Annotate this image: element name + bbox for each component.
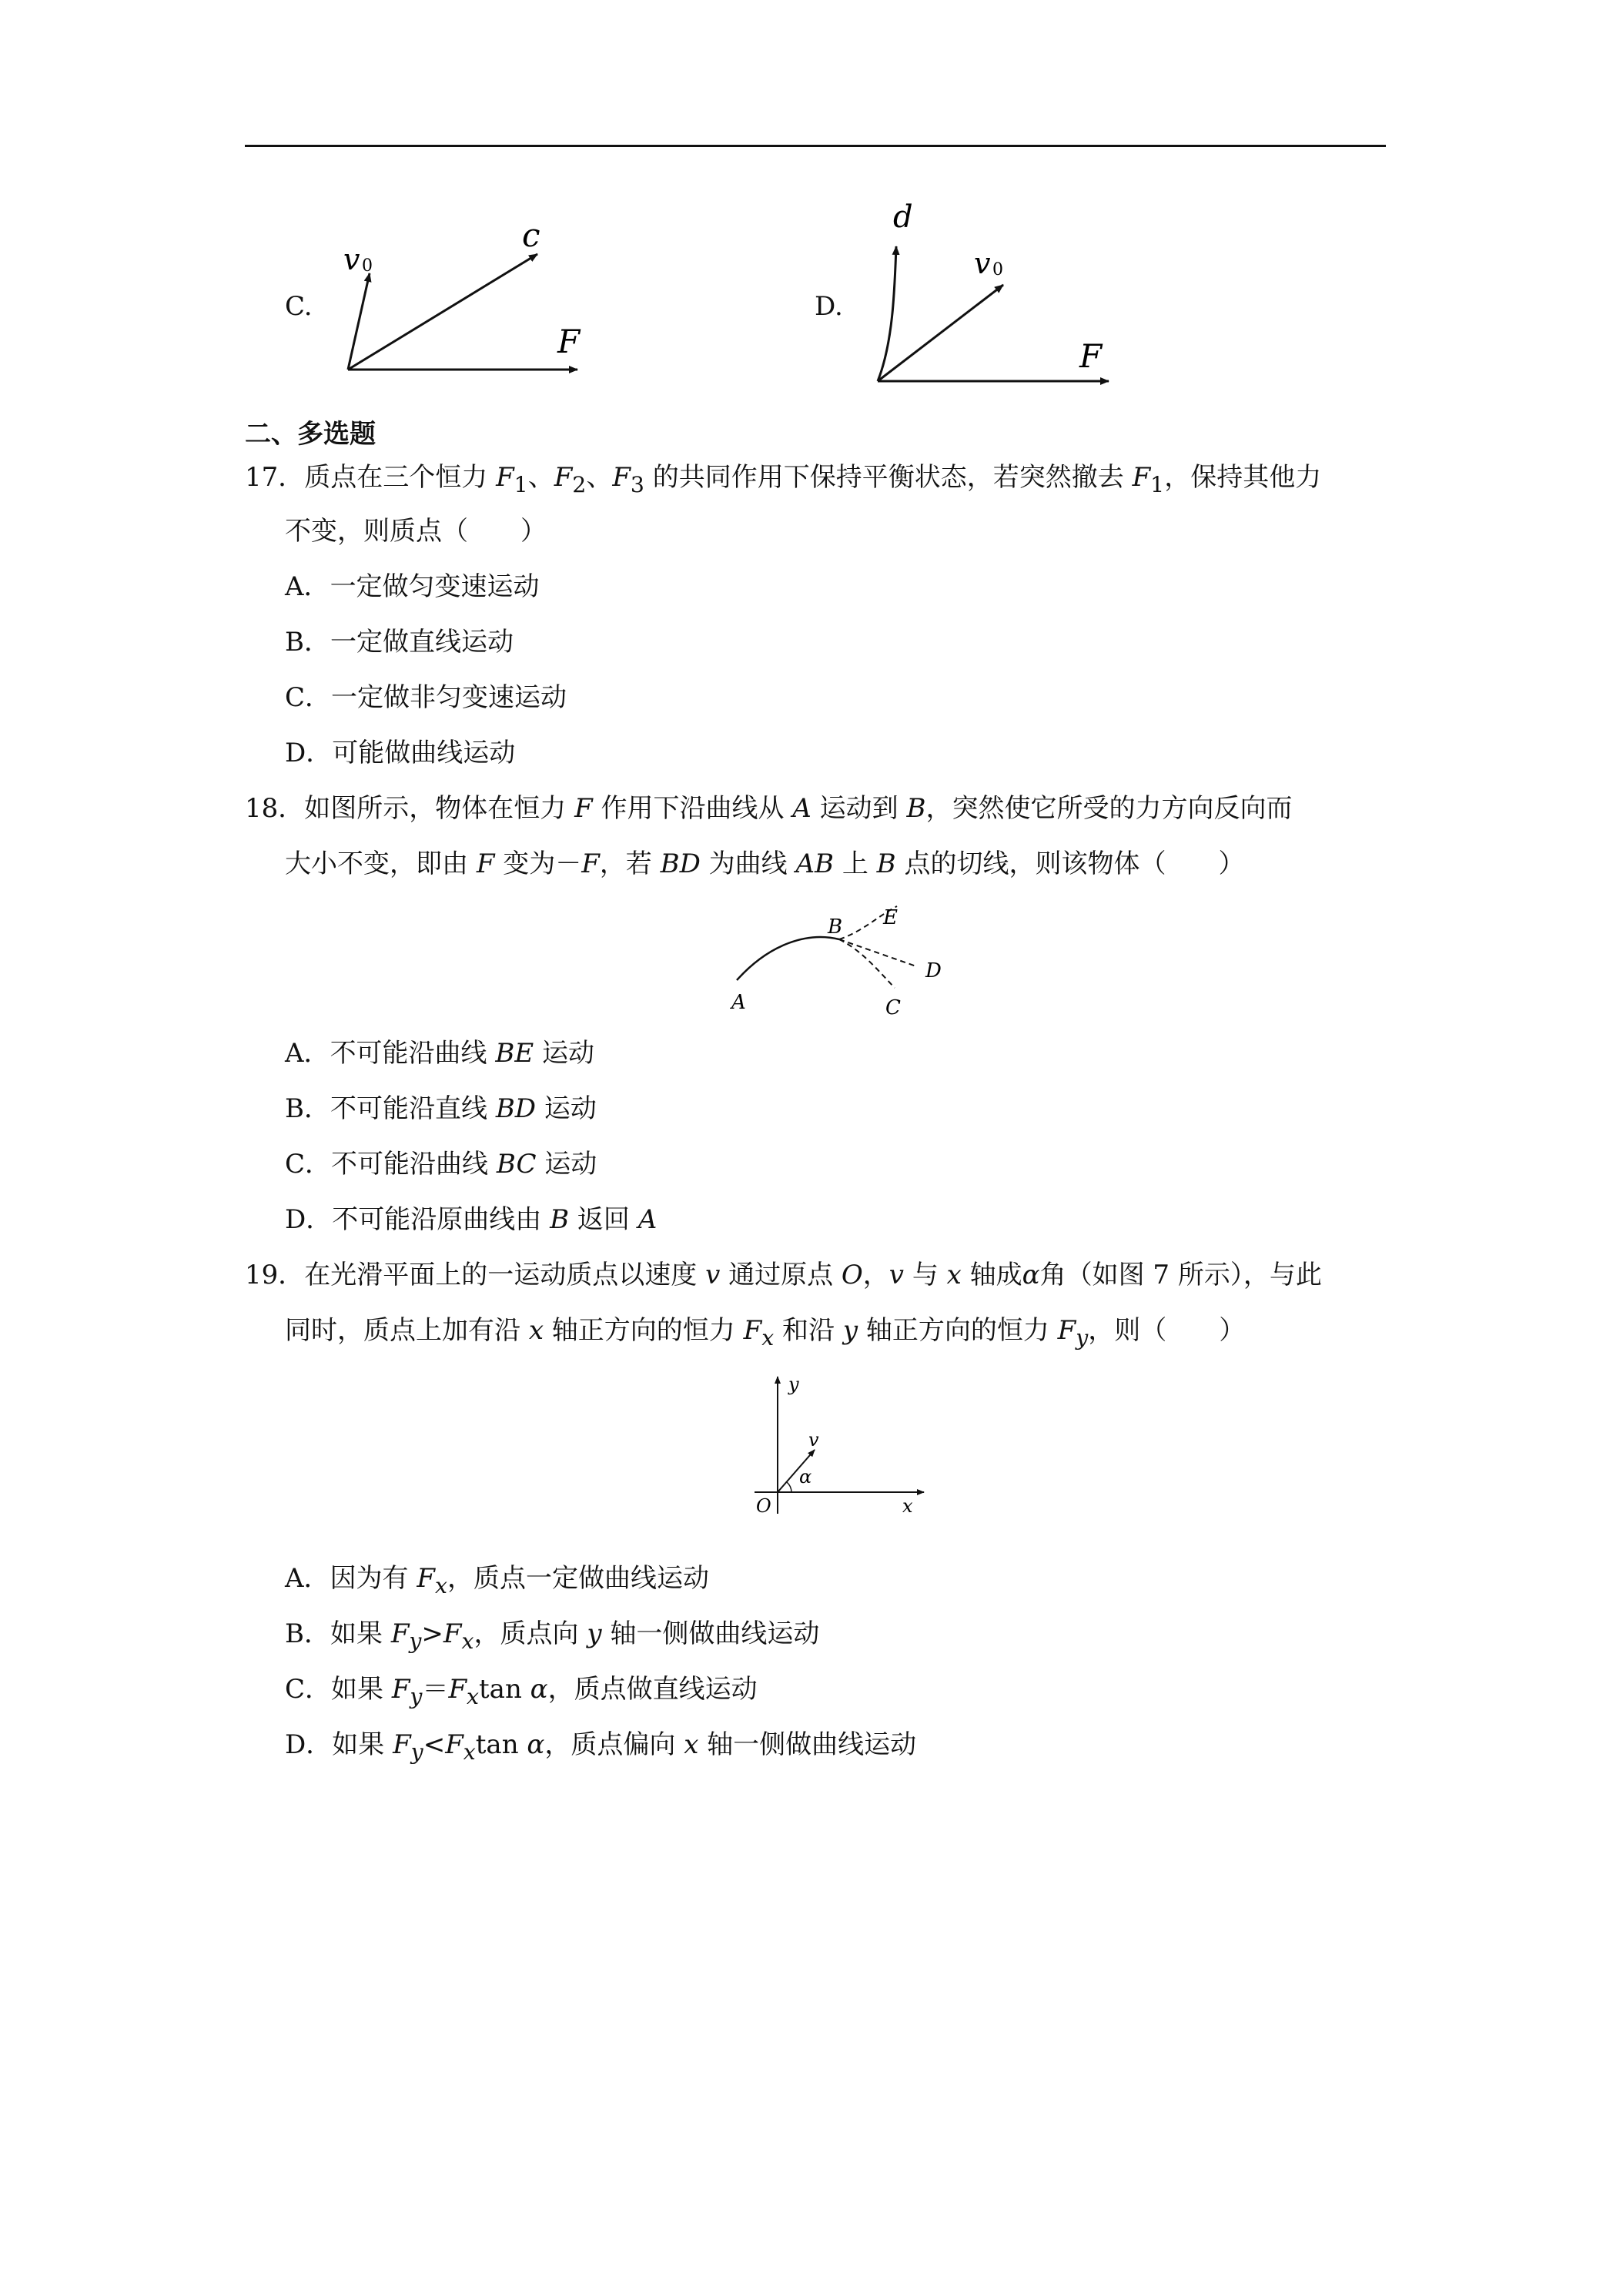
- velocity-label: v: [808, 1429, 819, 1451]
- figure-c-label: C.: [285, 291, 313, 322]
- v0-subscript: 0: [992, 260, 1003, 279]
- q18-line1: 18．如图所示，物体在恒力 F 作用下沿曲线从 A 运动到 B，突然使它所受的力方向反向而: [245, 793, 1293, 824]
- q17-option-d: D．可能做曲线运动: [285, 738, 516, 768]
- q19-option-d: D．如果 $F_y<F_x\tan$ α，质点偏向 x 轴一侧做曲线运动: [285, 1729, 917, 1765]
- q18-option-c: C．不可能沿曲线 BC 运动: [285, 1149, 597, 1180]
- point-d-label: D: [925, 959, 942, 982]
- point-e-label: E: [883, 906, 898, 929]
- y-axis-label: y: [788, 1374, 799, 1395]
- angle-arc: [787, 1482, 791, 1492]
- velocity-arrow: [878, 285, 1003, 381]
- point-a-label: A: [731, 991, 746, 1014]
- q17-option-b: B．一定做直线运动: [285, 627, 514, 658]
- v0-label: v: [343, 243, 360, 276]
- line-bd: [839, 939, 916, 966]
- q19-option-c: C．如果 $F_y=F_x\tan$ α，质点做直线运动: [285, 1674, 758, 1709]
- q17-option-c: C．一定做非匀变速运动: [285, 682, 567, 713]
- q18-line2: 大小不变，即由 F 变为－F，若 BD 为曲线 AB 上 B 点的切线，则该物体（ ）: [285, 848, 1245, 879]
- q18-option-a: A．不可能沿曲线 BE 运动: [285, 1038, 594, 1069]
- curve-d-arrow: [878, 246, 896, 381]
- angle-label: α: [799, 1466, 812, 1488]
- q19-figure: [747, 1369, 932, 1523]
- q19-option-a: A．因为有 $F_x$，质点一定做曲线运动: [285, 1563, 709, 1598]
- q18-option-d: D．不可能沿原曲线由 B 返回 A: [285, 1204, 658, 1235]
- curve-c-label: c: [522, 216, 540, 254]
- v0-subscript: 0: [362, 256, 373, 276]
- q19-option-b: B．如果 $F_y>F_x$，质点向 y 轴一侧做曲线运动: [285, 1618, 820, 1654]
- curve-d-label: d: [893, 199, 913, 235]
- q19-line1: 19．在光滑平面上的一运动质点以速度 v 通过原点 O，v 与 x 轴成α角（如图 7 所示），与此: [245, 1260, 1322, 1290]
- v0-label: v: [974, 246, 991, 280]
- q19-number: 19．: [245, 1260, 305, 1290]
- force-label: F: [557, 323, 581, 360]
- section-heading: 二、多选题: [245, 419, 376, 450]
- x-axis-label: x: [902, 1495, 913, 1517]
- q18-figure: [724, 897, 955, 1020]
- q17-line1: 17．质点在三个恒力 $F_1$、$F_2$、$F_3$ 的共同作用下保持平衡状态，若突然撤去 $F_1$，保持其他力: [245, 462, 1322, 497]
- curve-bc: [839, 939, 895, 988]
- point-c-label: C: [885, 996, 901, 1019]
- origin-label: O: [756, 1495, 771, 1517]
- q18-option-b: B．不可能沿直线 BD 运动: [285, 1093, 597, 1124]
- curve-ab: [737, 937, 839, 980]
- velocity-arrow: [348, 273, 370, 370]
- q17-option-a: A．一定做匀变速运动: [285, 571, 540, 602]
- q17-line2: 不变，则质点（ ）: [285, 516, 547, 547]
- figure-d-diagram: [862, 196, 1124, 389]
- q17-number: 17．: [245, 462, 305, 493]
- force-label: F: [1079, 337, 1103, 375]
- figure-d-label: D.: [815, 291, 843, 322]
- q19-line2: 同时，质点上加有沿 x 轴正方向的恒力 $F_x$ 和沿 y 轴正方向的恒力 $F_y$，则（ ）: [285, 1315, 1246, 1350]
- q18-number: 18．: [245, 793, 305, 824]
- curve-c-arrow: [348, 254, 537, 370]
- figure-c-diagram: [331, 208, 593, 385]
- point-b-label: B: [828, 915, 843, 939]
- header-rule: [245, 145, 1386, 147]
